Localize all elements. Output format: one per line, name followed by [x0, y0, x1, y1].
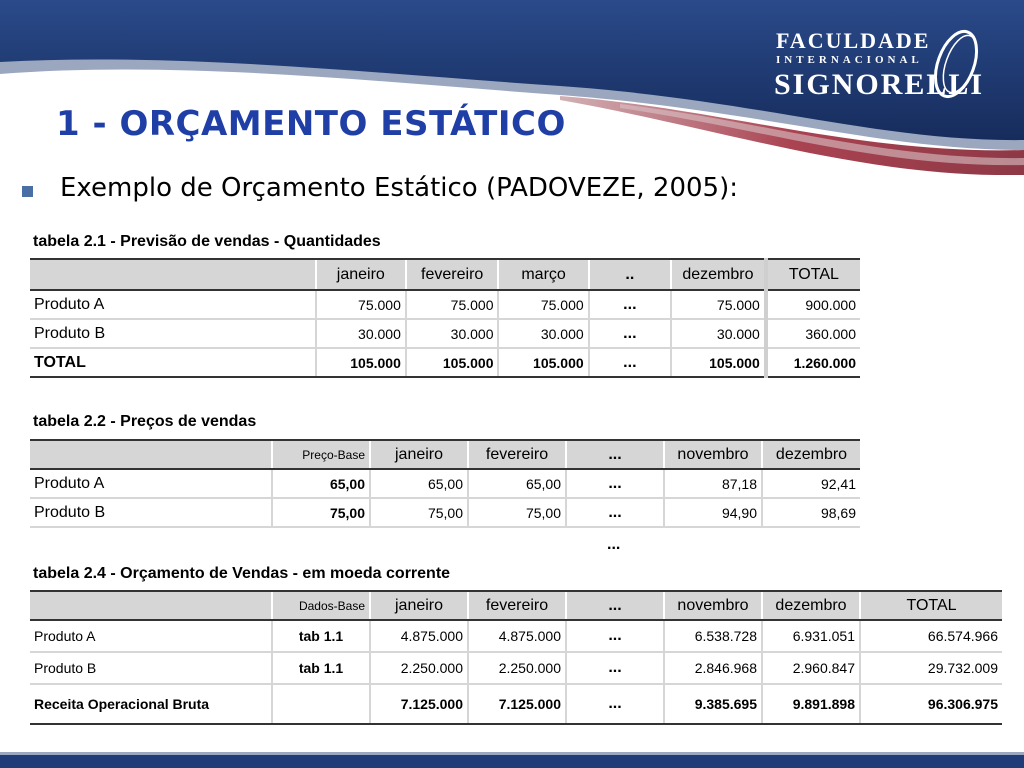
table-cell: ...: [589, 348, 671, 377]
table-cell: 6.538.728: [664, 620, 762, 652]
header-cell: dezembro: [762, 440, 860, 469]
table-cell: 65,00: [370, 469, 468, 498]
logo-line-2: INTERNACIONAL: [776, 54, 923, 66]
table-row: [30, 319, 860, 348]
header-cell: fevereiro: [468, 440, 566, 469]
table-cell: ...: [566, 652, 664, 684]
table-row: [30, 290, 860, 319]
table-2-2: [30, 439, 860, 528]
table-cell: 96.306.975: [860, 684, 1002, 724]
table-cell: 75.000: [406, 290, 499, 319]
table-cell: 30.000: [406, 319, 499, 348]
table-2-1: [30, 258, 860, 378]
table-cell: 30.000: [316, 319, 406, 348]
table-cell: 92,41: [762, 469, 860, 498]
bullet-text: Exemplo de Orçamento Estático (PADOVEZE, 2005):: [60, 173, 738, 203]
table-cell: 2.846.968: [664, 652, 762, 684]
header-cell: janeiro: [370, 440, 468, 469]
table-cell: 75.000: [498, 290, 588, 319]
row-label: Produto B: [30, 319, 316, 348]
table-cell: 75,00: [468, 498, 566, 527]
header-cell: novembro: [664, 591, 762, 620]
row-label: Produto B: [30, 652, 272, 684]
table-2-4: [30, 590, 1002, 725]
table-total-row: [30, 348, 860, 377]
table-row: [30, 469, 860, 498]
table-cell: 66.574.966: [860, 620, 1002, 652]
table-cell: 75,00: [272, 498, 370, 527]
header-cell: TOTAL: [860, 591, 1002, 620]
table-cell: 2.960.847: [762, 652, 860, 684]
continuation-dots: ...: [607, 536, 621, 553]
table-cell: 9.385.695: [664, 684, 762, 724]
table-cell: 105.000: [316, 348, 406, 377]
table-cell: 75.000: [316, 290, 406, 319]
header-cell: janeiro: [370, 591, 468, 620]
table-cell: ...: [566, 620, 664, 652]
table-cell: 94,90: [664, 498, 762, 527]
header-cell: fevereiro: [406, 259, 499, 290]
table-cell: ...: [589, 290, 671, 319]
table-cell: 65,00: [272, 469, 370, 498]
header-cell: janeiro: [316, 259, 406, 290]
header-cell: [30, 259, 316, 290]
row-label: Produto B: [30, 498, 272, 527]
table-cell: 65,00: [468, 469, 566, 498]
table-cell: 98,69: [762, 498, 860, 527]
table-cell: 29.732.009: [860, 652, 1002, 684]
table-cell: 105.000: [406, 348, 499, 377]
header-cell: fevereiro: [468, 591, 566, 620]
table-cell: ...: [566, 684, 664, 724]
table-cell: 75.000: [671, 290, 766, 319]
table-cell: tab 1.1: [272, 652, 370, 684]
table-cell: [272, 684, 370, 724]
table-cell: 4.875.000: [468, 620, 566, 652]
header-cell: Preço-Base: [272, 440, 370, 469]
table-2-4-title: tabela 2.4 - Orçamento de Vendas - em moeda corrente: [33, 565, 451, 582]
table-cell: 1.260.000: [766, 348, 860, 377]
table-cell: 360.000: [766, 319, 860, 348]
header-cell: ..: [589, 259, 671, 290]
row-label: Produto A: [30, 290, 316, 319]
table-cell: 4.875.000: [370, 620, 468, 652]
table-cell: 105.000: [498, 348, 588, 377]
table-header-row: [30, 591, 1002, 620]
header-cell: novembro: [664, 440, 762, 469]
table-cell: 9.891.898: [762, 684, 860, 724]
header-cell: Dados-Base: [272, 591, 370, 620]
table-cell: 75,00: [370, 498, 468, 527]
row-label: Receita Operacional Bruta: [30, 684, 272, 724]
logo-line-3: SIGNORELLI: [774, 68, 985, 101]
table-row: [30, 620, 1002, 652]
table-cell: 6.931.051: [762, 620, 860, 652]
header-cell: março: [498, 259, 588, 290]
header-cell: dezembro: [762, 591, 860, 620]
table-cell: 105.000: [671, 348, 766, 377]
table-cell: 2.250.000: [468, 652, 566, 684]
header-cell: TOTAL: [766, 259, 860, 290]
table-cell: 7.125.000: [468, 684, 566, 724]
row-label: Produto A: [30, 469, 272, 498]
header-cell-empty: [30, 591, 272, 620]
table-cell: 87,18: [664, 469, 762, 498]
table-row: [30, 652, 1002, 684]
table-cell: tab 1.1: [272, 620, 370, 652]
header-cell: ...: [566, 440, 664, 469]
table-cell: 2.250.000: [370, 652, 468, 684]
table-header-row: [30, 440, 860, 469]
table-2-1-title: tabela 2.1 - Previsão de vendas - Quantidades: [33, 233, 381, 250]
header-cell: ...: [566, 591, 664, 620]
bullet-square-icon: [22, 186, 33, 197]
table-cell: ...: [589, 319, 671, 348]
header-cell-empty: [30, 440, 272, 469]
faculdade-logo: [770, 24, 1000, 104]
table-cell: 30.000: [671, 319, 766, 348]
logo-line-1: FACULDADE: [776, 28, 931, 53]
table-cell: 900.000: [766, 290, 860, 319]
slide-title: 1 - ORÇAMENTO ESTÁTICO: [56, 104, 566, 144]
logo-ring-icon: [926, 24, 986, 104]
table-row: [30, 498, 860, 527]
footer-bar: [0, 752, 1024, 768]
table-cell: 30.000: [498, 319, 588, 348]
table-2-2-title: tabela 2.2 - Preços de vendas: [33, 413, 257, 430]
header-cell: dezembro: [671, 259, 766, 290]
table-cell: 7.125.000: [370, 684, 468, 724]
row-label: TOTAL: [30, 348, 316, 377]
table-header-row: [30, 259, 860, 290]
table-total-row: [30, 684, 1002, 724]
row-label: Produto A: [30, 620, 272, 652]
table-cell: ...: [566, 498, 664, 527]
table-cell: ...: [566, 469, 664, 498]
